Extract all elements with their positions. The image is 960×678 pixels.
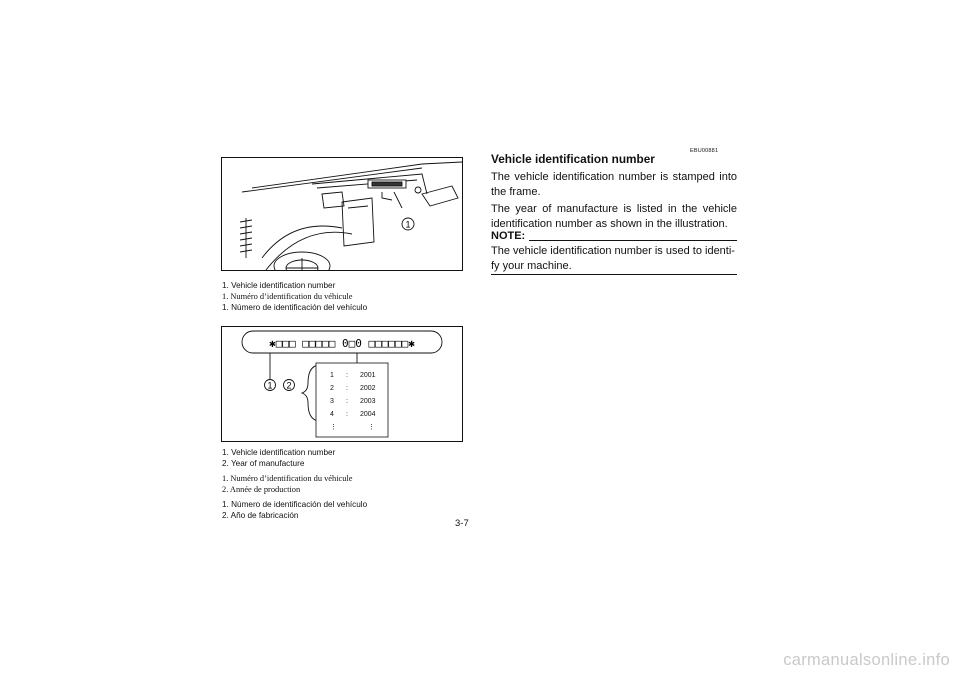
caption-es: 1. Número de identificación del vehículo — [222, 303, 368, 312]
note-rule — [529, 240, 737, 241]
year-code-4: 4 — [330, 411, 334, 418]
frame-drawing — [222, 158, 462, 270]
note-bottom-rule — [491, 274, 737, 275]
caption-en-2: 2. Year of manufacture — [222, 459, 305, 468]
paragraph-stamped: The vehicle identification number is stamped into the frame. — [491, 171, 737, 198]
note-header — [491, 230, 737, 244]
year-code-2: 2 — [330, 385, 334, 392]
caption-fr-2: 2. Année de production — [222, 485, 301, 494]
year-sep-4: : — [346, 411, 348, 418]
year-value-4: 2004 — [360, 411, 376, 418]
vin-code-text: ✱□□□ □□□□□ 0□0 □□□□□□✱ — [269, 337, 415, 350]
vin-diagram-drawing — [222, 327, 462, 441]
page-number: 3-7 — [455, 518, 469, 529]
year-value-1: 2001 — [360, 372, 376, 379]
caption-fr-1: 1. Numéro d’identification du véhicule — [222, 474, 353, 483]
figure1-captions — [222, 280, 472, 313]
caption-es-1: 1. Número de identificación del vehículo — [222, 500, 368, 509]
ellipsis-left: ⋮ — [330, 424, 337, 431]
year-sep-2: : — [346, 385, 348, 392]
reference-code: EBU00881 — [690, 148, 719, 154]
year-code-1: 1 — [330, 372, 334, 379]
year-sep-3: : — [346, 398, 348, 405]
note-text: The vehicle identification number is used to identi-fy your machine. — [491, 245, 735, 272]
callout-number: 1 — [405, 219, 411, 230]
caption-en: 1. Vehicle identification number — [222, 281, 336, 290]
watermark: carmanualsonline.info — [783, 651, 950, 669]
caption-en-1: 1. Vehicle identification number — [222, 448, 336, 457]
year-code-3: 3 — [330, 398, 334, 405]
note-label: NOTE: — [491, 230, 526, 242]
year-sep-1: : — [346, 372, 348, 379]
caption-fr: 1. Numéro d’identification du véhicule — [222, 292, 353, 301]
ellipsis-right: ⋮ — [368, 424, 375, 431]
vin-diagram — [221, 326, 463, 442]
section-heading: Vehicle identification number — [491, 152, 655, 166]
vin-location-illustration — [221, 157, 463, 271]
callout-number-1: 1 — [267, 380, 273, 391]
figure2-captions — [222, 447, 472, 521]
year-value-2: 2002 — [360, 385, 376, 392]
callout-number-2: 2 — [286, 380, 292, 391]
year-value-3: 2003 — [360, 398, 376, 405]
caption-es-2: 2. Año de fabricación — [222, 511, 299, 520]
paragraph-year: The year of manufacture is listed in the vehicle identification number as shown in the illustration. — [491, 203, 737, 230]
